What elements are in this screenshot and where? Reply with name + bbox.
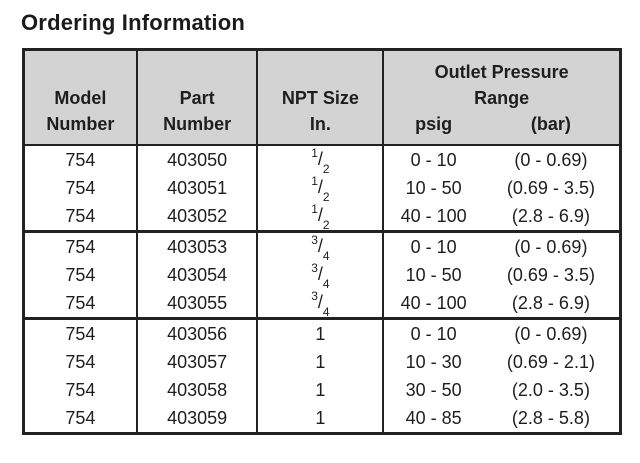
- psig-value: 30 - 50: [405, 379, 462, 400]
- table-row: [25, 404, 619, 432]
- npt-fraction: $^1/_2$: [311, 146, 330, 176]
- npt-fraction: $^1/_2$: [311, 174, 330, 204]
- npt-cell: [258, 146, 384, 174]
- part-cell: 403052: [138, 202, 259, 230]
- header-model-line1: Model: [54, 88, 107, 108]
- npt-cell: [258, 233, 384, 261]
- bar-value: (0.69 - 3.5): [506, 177, 595, 198]
- table-row: [25, 146, 619, 174]
- row-group-1: [25, 146, 619, 230]
- header-outlet-line1: Outlet Pressure: [434, 62, 569, 82]
- table-body: [25, 146, 619, 432]
- page-title: Ordering Information: [21, 10, 245, 35]
- model-cell: 754: [25, 376, 138, 404]
- psig-value: 40 - 100: [400, 292, 467, 313]
- table-row: [25, 348, 619, 376]
- bar-value: (0.69 - 2.1): [506, 351, 595, 372]
- npt-cell: [258, 289, 384, 317]
- npt-cell: [258, 261, 384, 289]
- psig-value: 0 - 10: [410, 323, 457, 344]
- model-cell: 754: [25, 289, 138, 317]
- model-cell: 754: [25, 202, 138, 230]
- npt-cell: [258, 202, 384, 230]
- psig-value: 0 - 10: [410, 149, 457, 170]
- pressure-cell: [384, 233, 619, 261]
- table-row: [25, 261, 619, 289]
- part-cell: 403054: [138, 261, 259, 289]
- header-npt-line2: In.: [309, 114, 331, 134]
- bar-value: (0 - 0.69): [514, 236, 588, 257]
- npt-cell: [258, 174, 384, 202]
- pressure-cell: [384, 202, 619, 230]
- table-row: [25, 202, 619, 230]
- header-npt-size: [258, 51, 384, 144]
- row-group-3: [25, 317, 619, 432]
- table-row: [25, 289, 619, 317]
- bar-value: (0 - 0.69): [514, 149, 588, 170]
- npt-fraction: $^3/_4$: [311, 289, 330, 319]
- psig-value: 40 - 85: [405, 407, 462, 428]
- npt-cell: 1: [258, 320, 384, 348]
- npt-cell: 1: [258, 404, 384, 432]
- npt-fraction: $^3/_4$: [311, 233, 330, 263]
- bar-value: (2.8 - 5.8): [511, 407, 590, 428]
- npt-cell: 1: [258, 348, 384, 376]
- header-part-line1: Part: [179, 88, 215, 108]
- row-group-2: [25, 230, 619, 317]
- table-row: [25, 376, 619, 404]
- header-part-number: [138, 51, 259, 144]
- part-cell: 403058: [138, 376, 259, 404]
- model-cell: 754: [25, 261, 138, 289]
- pressure-cell: [384, 261, 619, 289]
- part-cell: 403055: [138, 289, 259, 317]
- pressure-cell: [384, 289, 619, 317]
- header-psig: psig: [415, 114, 453, 134]
- pressure-cell: [384, 320, 619, 348]
- bar-value: (0 - 0.69): [514, 323, 588, 344]
- part-cell: 403059: [138, 404, 259, 432]
- npt-fraction: $^1/_2$: [311, 202, 330, 232]
- model-cell: 754: [25, 348, 138, 376]
- model-cell: 754: [25, 174, 138, 202]
- pressure-cell: [384, 174, 619, 202]
- header-outlet-pressure: [384, 51, 619, 144]
- psig-value: 10 - 50: [405, 177, 462, 198]
- part-cell: 403053: [138, 233, 259, 261]
- bar-value: (2.8 - 6.9): [511, 292, 590, 313]
- model-cell: 754: [25, 320, 138, 348]
- bar-value: (2.8 - 6.9): [511, 205, 590, 226]
- psig-value: 10 - 50: [405, 264, 462, 285]
- part-cell: 403056: [138, 320, 259, 348]
- model-cell: 754: [25, 404, 138, 432]
- header-model-line2: Number: [46, 114, 115, 134]
- part-cell: 403051: [138, 174, 259, 202]
- part-cell: 403057: [138, 348, 259, 376]
- part-cell: 403050: [138, 146, 259, 174]
- header-npt-line1: NPT Size: [281, 88, 359, 108]
- bar-value: (0.69 - 3.5): [506, 264, 595, 285]
- header-outlet-units: [384, 111, 619, 137]
- pressure-cell: [384, 348, 619, 376]
- npt-fraction: $^3/_4$: [311, 261, 330, 291]
- psig-value: 0 - 10: [410, 236, 457, 257]
- pressure-cell: [384, 376, 619, 404]
- table-row: [25, 320, 619, 348]
- table-row: [25, 174, 619, 202]
- npt-cell: 1: [258, 376, 384, 404]
- bar-value: (2.0 - 3.5): [511, 379, 590, 400]
- table-row: [25, 233, 619, 261]
- header-part-line2: Number: [163, 114, 232, 134]
- pressure-cell: [384, 146, 619, 174]
- header-outlet-line2: Range: [474, 88, 530, 108]
- pressure-cell: [384, 404, 619, 432]
- psig-value: 10 - 30: [405, 351, 462, 372]
- model-cell: 754: [25, 146, 138, 174]
- table-header-row: [25, 51, 619, 146]
- header-bar: (bar): [530, 114, 571, 134]
- ordering-table: [22, 48, 622, 435]
- psig-value: 40 - 100: [400, 205, 467, 226]
- header-model-number: [25, 51, 138, 144]
- model-cell: 754: [25, 233, 138, 261]
